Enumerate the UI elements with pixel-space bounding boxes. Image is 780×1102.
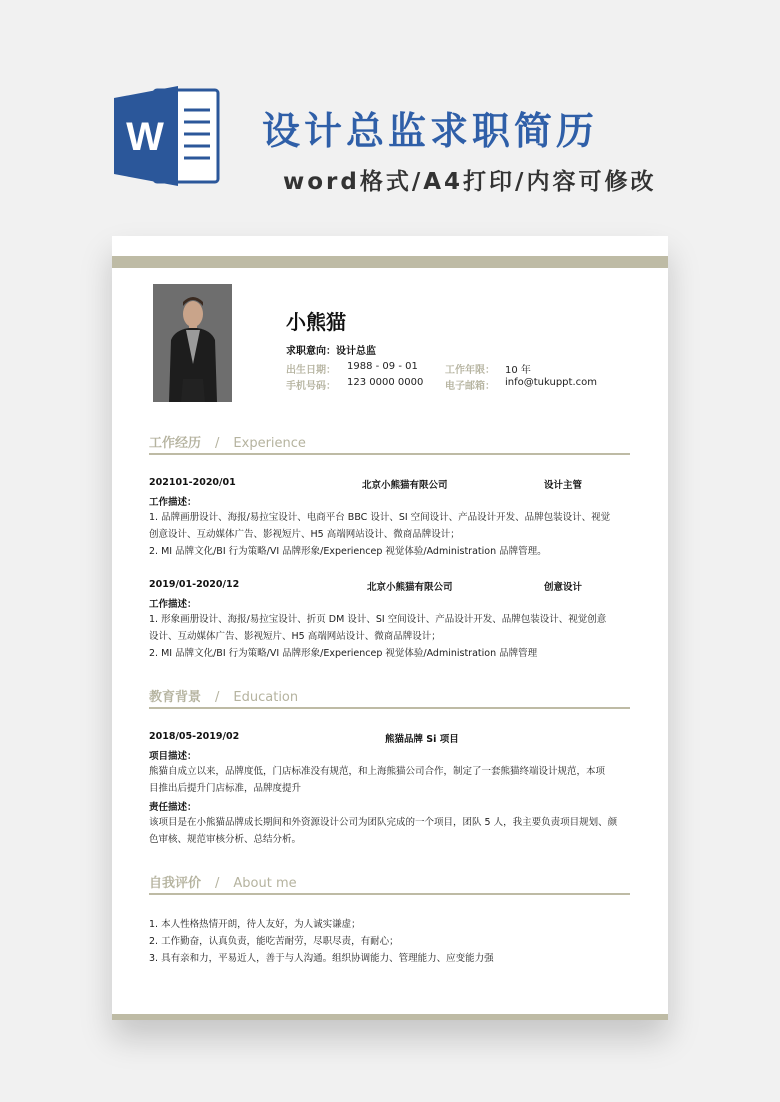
education-title-cn: 教育背景: [149, 690, 202, 705]
job-1-period: 202101-2020/01: [149, 477, 236, 488]
banner-subtitle: word格式/A4打印/内容可修改: [283, 169, 657, 195]
word-icon: [112, 84, 222, 188]
word-letter: W: [126, 115, 164, 159]
banner-title: 设计总监求职简历: [262, 109, 599, 153]
about-title-cn: 自我评价: [149, 876, 202, 891]
job-2-company: 北京小熊猫有限公司: [367, 582, 453, 593]
experience-heading: [149, 432, 306, 451]
years-label: 工作年限：: [445, 365, 495, 376]
job-1-position: 设计主管: [544, 480, 583, 491]
years-value: 10 年: [505, 365, 531, 376]
job-2-position: 创意设计: [544, 582, 583, 593]
about-item: 1. 本人性格热情开朗，待人友好，为人诚实谦虚；: [149, 919, 361, 930]
about-heading: [149, 872, 297, 891]
birth-value: 1988 - 09 - 01: [347, 361, 418, 372]
project-desc: [149, 763, 634, 797]
resp-desc: [149, 814, 634, 848]
resp-line: 该项目是在小熊猫品牌成长期间和外资源设计公司为团队完成的一个项目，团队 5 人，我主要负责项目规划、颜: [149, 817, 618, 828]
top-band: [112, 256, 668, 268]
job-1-line: 1. 品牌画册设计、海报/易拉宝设计、电商平台 BBC 设计、SI 空间设计、产品设计开发、品牌包装设计、视觉: [149, 512, 611, 523]
job-1-line: 2. MI 品牌文化/BI 行为策略/VI 品牌形象/Experiencep 视觉体验/Administration 品牌管理。: [149, 546, 547, 557]
job-1-desc: [149, 509, 634, 560]
education-divider: [149, 707, 630, 709]
education-period: 2018/05-2019/02: [149, 731, 240, 742]
experience-slash: /: [215, 436, 220, 451]
experience-title-en: Experience: [233, 436, 306, 451]
candidate-name: 小熊猫: [286, 310, 346, 334]
job-2-line: 2. MI 品牌文化/BI 行为策略/VI 品牌形象/Experiencep 视觉体验/Administration 品牌管理: [149, 648, 538, 659]
about-divider: [149, 893, 630, 895]
resp-desc-label: 责任描述：: [149, 802, 197, 813]
email-value: info@tukuppt.com: [505, 377, 597, 388]
about-slash: /: [215, 876, 220, 891]
job-1-desc-label: 工作描述：: [149, 497, 197, 508]
job-2-desc: [149, 611, 634, 662]
job-1-company: 北京小熊猫有限公司: [362, 480, 448, 491]
phone-value: 123 0000 0000: [347, 377, 424, 388]
about-item: 2. 工作勤奋，认真负责，能吃苦耐劳，尽职尽责，有耐心；: [149, 936, 399, 947]
bottom-band: [112, 1014, 668, 1020]
resp-line: 色审核、规范审核分析、总结分析。: [149, 834, 302, 845]
about-item: 3. 具有亲和力，平易近人，善于与人沟通。组织协调能力、管理能力、应变能力强: [149, 953, 494, 964]
about-list: [149, 916, 634, 967]
job-intent-label: 求职意向：: [286, 346, 336, 357]
job-2-desc-label: 工作描述：: [149, 599, 197, 610]
job-2-line: 1. 形象画册设计、海报/易拉宝设计、折页 DM 设计、SI 空间设计、产品设计开发、品牌包装设计、视觉创意: [149, 614, 607, 625]
education-title-en: Education: [233, 690, 299, 705]
job-2-line: 设计、互动媒体广告、影视短片、H5 高端网站设计、微商品牌设计；: [149, 631, 441, 642]
project-line: 目推出后提升门店标准，品牌度提升: [149, 783, 302, 794]
job-1-line: 创意设计、互动媒体广告、影视短片、H5 高端网站设计、微商品牌设计；: [149, 529, 460, 540]
email-label: 电子邮箱：: [445, 381, 495, 392]
project-desc-label: 项目描述：: [149, 751, 197, 762]
about-title-en: About me: [233, 876, 297, 891]
job-intent: [286, 342, 376, 357]
education-slash: /: [215, 690, 220, 705]
resume-page: [112, 236, 668, 1020]
job-2-period: 2019/01-2020/12: [149, 579, 240, 590]
birth-label: 出生日期：: [286, 365, 336, 376]
job-intent-value: 设计总监: [336, 346, 376, 357]
education-project: 熊猫品牌 Si 项目: [385, 734, 459, 745]
phone-label: 手机号码：: [286, 381, 336, 392]
experience-divider: [149, 453, 630, 455]
project-line: 熊猫自成立以来，品牌度低，门店标准没有规范，和上海熊猫公司合作，制定了一套熊猫终端设计规范，本项: [149, 766, 606, 777]
experience-title-cn: 工作经历: [149, 436, 202, 451]
profile-photo: [153, 284, 232, 402]
education-heading: [149, 686, 298, 705]
